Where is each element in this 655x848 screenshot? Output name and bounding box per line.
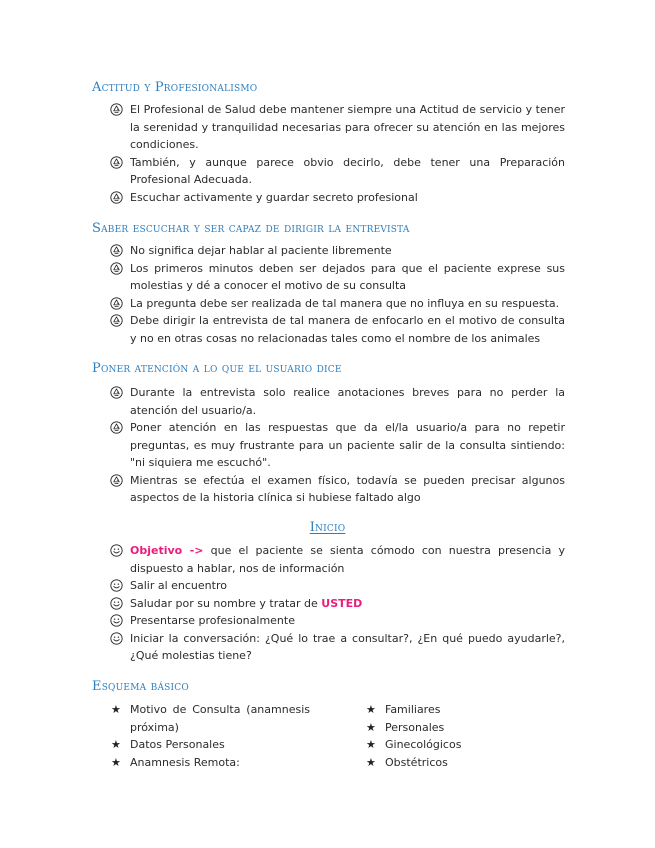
section-list-actitud: [110, 101, 565, 206]
star-icon: ★: [366, 755, 376, 769]
section-title-escuchar: Saber escuchar y ser capaz de dirigir la entrevista: [92, 221, 410, 236]
section-title-atencion: Poner atención a lo que el usuario dice: [92, 361, 342, 376]
list-item: ★ Obstétricos: [365, 754, 565, 772]
smiley-icon: [110, 614, 123, 627]
list-item: También, y aunque parece obvio decirlo, debe tener una Preparación Profesional Adecuada.: [110, 154, 565, 189]
recycle-icon: [110, 474, 123, 487]
list-item: La pregunta debe ser realizada de tal manera que no influya en su respuesta.: [110, 295, 565, 313]
recycle-icon: [110, 156, 123, 169]
list-item: Escuchar activamente y guardar secreto profesional: [110, 189, 565, 207]
star-icon: ★: [111, 755, 121, 769]
star-icon: ★: [366, 720, 376, 734]
list-item: Objetivo -> que el paciente se sienta cómodo con nuestra presencia y dispuesto a hablar, nos de información: [110, 542, 565, 577]
list-item: Iniciar la conversación: ¿Qué lo trae a consultar?, ¿En qué puedo ayudarle?, ¿Qué molestias tiene?: [110, 630, 565, 665]
list-item: ★ Familiares: [365, 701, 565, 719]
list-item: Poner atención en las respuestas que da el/la usuario/a para no repetir preguntas, es muy frustrante para un paciente salir de la consulta sintiendo: "ni siquiera me escuchó".: [110, 419, 565, 472]
list-item: El Profesional de Salud debe mantener siempre una Actitud de servicio y tener la serenidad y tranquilidad necesarias para ofrecer su atención en las mejores condiciones.: [110, 101, 565, 154]
list-item: ★ Anamnesis Remota:: [110, 754, 310, 772]
list-item: Presentarse profesionalmente: [110, 612, 565, 630]
star-icon: ★: [366, 738, 376, 751]
recycle-icon: [110, 297, 123, 310]
usted-emphasis: USTED: [321, 596, 363, 610]
recycle-icon: [110, 103, 123, 116]
esquema-left-column: [110, 701, 310, 771]
list-item: ★ Personales: [365, 719, 565, 737]
recycle-icon: [110, 262, 123, 275]
recycle-icon: [110, 244, 123, 257]
objetivo-label: Objetivo ->: [130, 544, 204, 557]
section-list-inicio: [110, 542, 565, 665]
smiley-icon: [110, 597, 123, 610]
recycle-icon: [110, 314, 123, 327]
esquema-right-column: [365, 701, 565, 771]
recycle-icon: [110, 421, 123, 434]
list-item: ★ Ginecológicos: [365, 736, 565, 754]
section-title-inicio: Inicio: [309, 520, 346, 535]
star-icon: ★: [111, 703, 121, 716]
smiley-icon: [110, 579, 123, 592]
section-title-actitud: Actitud y Profesionalismo: [92, 80, 258, 95]
star-icon: ★: [366, 703, 376, 716]
recycle-icon: [110, 191, 123, 204]
list-item: Debe dirigir la entrevista de tal manera de enfocarlo en el motivo de consulta y no en otras cosas no relacionadas tales como el nombre de los animales: [110, 312, 565, 347]
smiley-icon: [110, 544, 123, 557]
list-item: Durante la entrevista solo realice anotaciones breves para no perder la atención del usuario/a.: [110, 384, 565, 419]
list-item: ★ Datos Personales: [110, 736, 310, 754]
star-icon: ★: [111, 738, 121, 751]
list-item: ★ Motivo de Consulta (anamnesis próxima): [111, 703, 310, 734]
list-item: Salir al encuentro: [110, 577, 565, 595]
smiley-icon: [110, 632, 123, 645]
section-list-escuchar: [110, 242, 565, 347]
section-list-atencion: [110, 384, 565, 507]
list-item: Los primeros minutos deben ser dejados para que el paciente exprese sus molestias y dé a conocer el motivo de su consulta: [110, 260, 565, 295]
list-item: Saludar por su nombre y tratar de USTED: [110, 595, 565, 613]
list-item: Mientras se efectúa el examen físico, todavía se pueden precisar algunos aspectos de la historia clínica si hubiese faltado algo: [110, 472, 565, 507]
recycle-icon: [110, 386, 123, 399]
section-title-esquema: Esquema básico: [92, 679, 189, 694]
list-item: No significa dejar hablar al paciente libremente: [110, 242, 565, 260]
